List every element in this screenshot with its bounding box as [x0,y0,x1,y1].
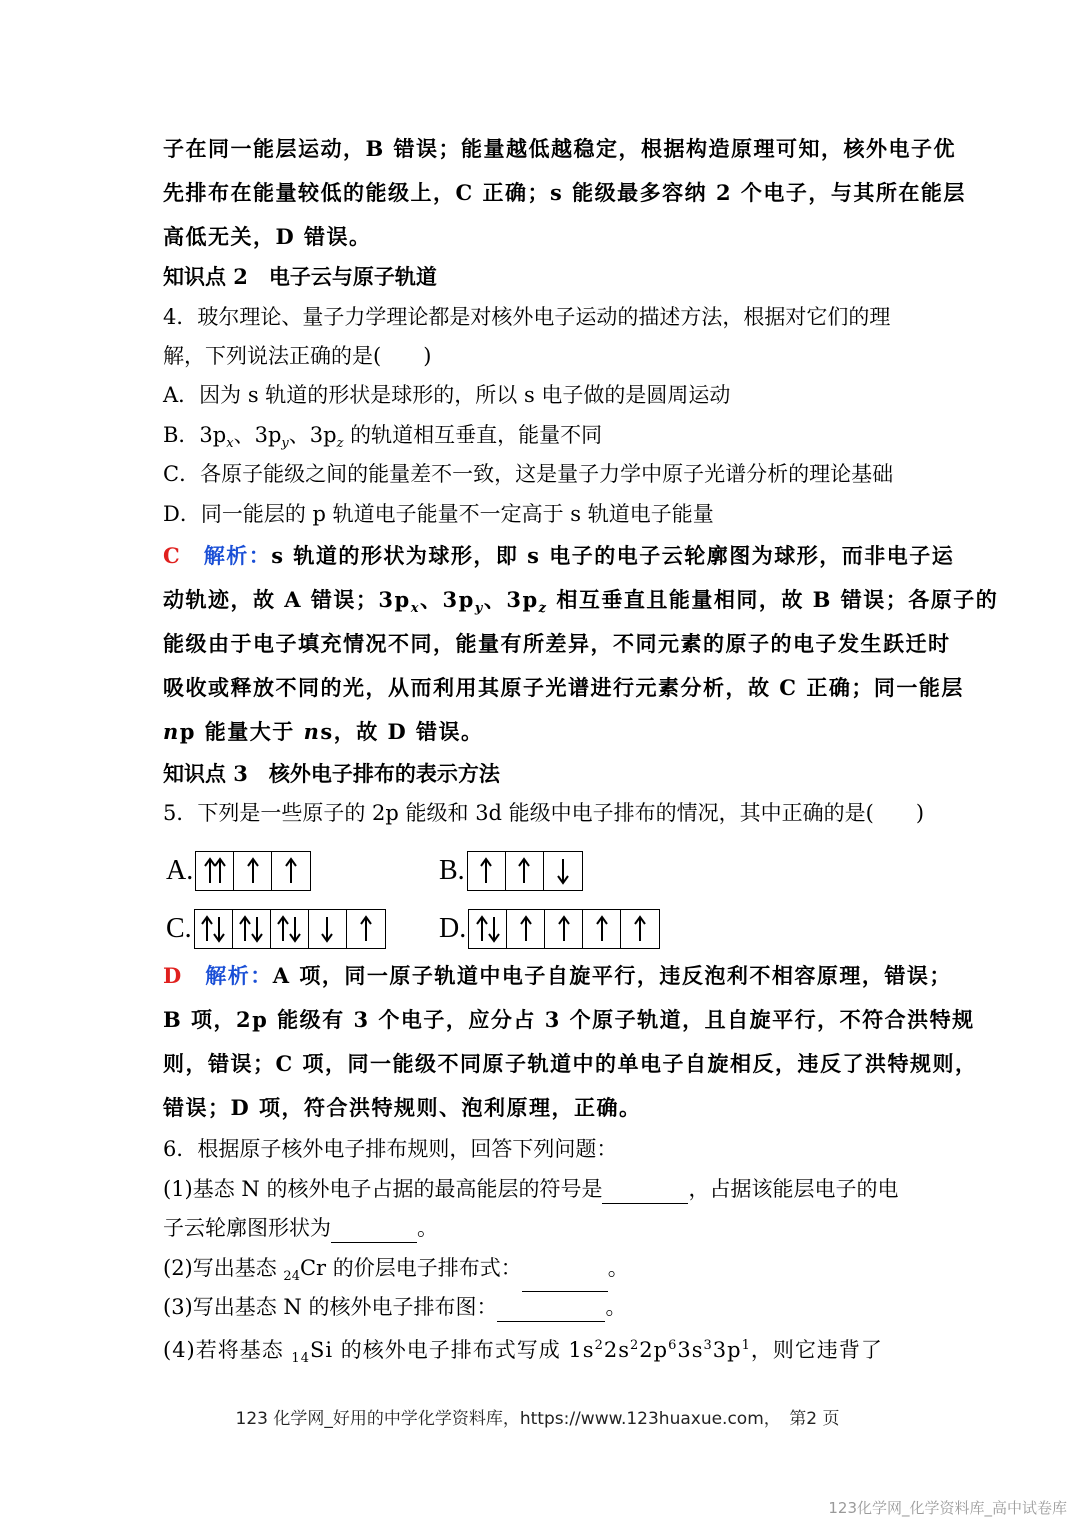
answer-blank[interactable] [497,1299,605,1322]
text: n [303,719,321,744]
up-arrow-icon [508,855,540,887]
text: Si 的核外电子排布式写成 1s [309,1338,595,1362]
question-stem: 5．下列是一些原子的 2p 能级和 3d 能级中电子排布的情况，其中正确的是( ) [163,801,925,825]
text: B．3p [163,423,227,447]
orbital-box [271,910,309,948]
answer-letter: D [163,963,183,988]
text: 子云轮廓图形状为 [163,1216,331,1240]
option-d: D．同一能层的 p 轨道电子能量不一定高于 s 轨道电子能量 [163,502,714,526]
orbital-box [196,852,234,890]
subquestion-1-cont [163,1213,915,1243]
up-arrow-icon [470,855,502,887]
text: 2p [639,1338,669,1362]
text: 、3p [233,423,282,447]
paired-arrows-icon [235,913,267,945]
text-line: 高低无关，D 错误。 [163,224,372,249]
up-arrow-icon [510,913,542,945]
text: ，则它违背了 [750,1338,883,1362]
paired-arrows-icon [197,913,229,945]
analysis-label: 解析： [203,543,272,568]
watermark-text: 123化学网_化学资料库_高中试卷库 [828,1499,1067,1517]
analysis-line [163,961,952,991]
orbital-box [583,910,621,948]
orbital-boxes [468,909,660,949]
text: x [226,436,234,452]
up-arrow-icon [548,913,580,945]
orbital-box [468,852,506,890]
text: (4)若将基态 [163,1338,292,1362]
subquestion-1 [163,1174,915,1204]
analysis-line: B 项，2p 能级有 3 个电子，应分占 3 个原子轨道，且自旋平行，不符合洪特规 [163,1007,975,1032]
option-a: A．因为 s 轨道的形状是球形的，所以 s 电子做的是圆周运动 [163,383,731,407]
analysis-line [163,541,955,571]
subquestion-3 [163,1292,915,1322]
text: 。 [605,1295,627,1319]
orbital-option-c [166,909,386,949]
text: (3)写出基态 N 的核外电子排布图： [163,1295,498,1319]
option-label: D. [439,913,467,944]
text: y [474,601,484,617]
option-b [163,420,915,459]
down-arrow-icon [547,855,579,887]
question-stem: 6．根据原子核外电子排布规则，回答下列问题： [163,1137,618,1161]
text: (1)基态 N 的核外电子占据的最高能层的符号是 [163,1177,603,1201]
text: n [163,719,180,744]
option-label: A. [166,855,194,886]
text-line: 先排布在能量较低的能级上，C 正确；s 能级最多容纳 2 个电子，与其所在能层 [163,180,966,205]
option-c: C．各原子能级之间的能量差不一致，这是量子力学中原子光谱分析的理论基础 [163,462,894,486]
orbital-option-b [439,851,583,891]
orbital-boxes [195,851,311,891]
orbital-box [544,852,582,890]
superscript: 6 [668,1338,678,1353]
orbital-box [234,852,272,890]
arrows-icon [199,855,231,887]
orbital-box [272,852,310,890]
subscript: 24 [283,1269,300,1285]
text: 、3p [419,587,475,612]
question-stem: 4．玻尔理论、量子力学理论都是对核外电子运动的描述方法，根据对它们的理 [163,305,891,329]
orbital-box [621,910,659,948]
up-arrow-icon [586,913,618,945]
orbital-option-d [439,909,660,949]
text: x [410,601,420,617]
superscript: 3 [703,1338,713,1353]
text: z [538,601,548,617]
subscript: 14 [291,1351,310,1367]
answer-blank[interactable] [331,1220,417,1243]
option-label: C. [166,913,192,944]
text: 3p [712,1338,742,1362]
text: 、3p [483,587,539,612]
up-arrow-icon [237,855,269,887]
text: p 能量大于 [179,719,304,744]
text: 、3p [288,423,337,447]
text: 。 [607,1256,629,1280]
question-stem: 解，下列说法正确的是( ) [163,344,432,368]
page-footer: 123 化学网_好用的中学化学资料库，https://www.123huaxue.com， 第2 页 [235,1409,840,1429]
analysis-label: 解析： [205,963,273,988]
analysis-line [163,585,999,624]
up-arrow-icon [275,855,307,887]
answer-blank[interactable] [602,1181,688,1204]
subquestion-4 [163,1331,915,1374]
orbital-box [545,910,583,948]
text: 的轨道相互垂直，能量不同 [343,423,603,447]
orbital-box [195,910,233,948]
text: A 项，同一原子轨道中电子自旋平行，违反泡利不相容原理，错误； [272,963,952,988]
answer-letter: C [163,543,182,568]
orbital-box [507,910,545,948]
text: 2s [603,1338,630,1362]
superscript: 2 [594,1338,604,1353]
text-line: 子在同一能层运动，B 错误；能量越低越稳定，根据构造原理可知，核外电子优 [163,136,957,161]
orbital-box [347,910,385,948]
analysis-line: 吸收或释放不同的光，从而利用其原子光谱进行元素分析，故 C 正确；同一能层 [163,675,964,700]
text: y [281,436,289,452]
text: s 轨道的形状为球形，即 s 电子的电子云轮廓图为球形，而非电子运 [271,543,955,568]
paired-arrows-icon [472,913,504,945]
text: 动轨迹，故 A 错误；3p [163,587,411,612]
analysis-line: 则，错误；C 项，同一能级不同原子轨道中的单电子自旋相反，违反了洪特规则， [163,1051,978,1076]
orbital-box [233,910,271,948]
text: ，占据该能层电子的电 [688,1177,899,1201]
up-arrow-icon [350,913,382,945]
paired-arrows-icon [273,913,305,945]
option-label: B. [439,855,465,886]
analysis-line: 错误；D 项，符合洪特规则、泡利原理，正确。 [163,1095,642,1120]
text: 相互垂直且能量相同，故 B 错误；各原子的 [547,587,999,612]
orbital-option-a [166,851,311,891]
text: 。 [417,1216,438,1240]
analysis-line: 能级由于电子填充情况不同，能量有所差异，不同元素的原子的电子发生跃迁时 [163,631,951,656]
subquestion-2 [163,1253,915,1292]
section-heading: 知识点 3 核外电子排布的表示方法 [163,761,500,786]
orbital-boxes [467,851,583,891]
orbital-box [469,910,507,948]
orbital-box [506,852,544,890]
orbital-box [309,910,347,948]
text: z [336,436,344,452]
analysis-line [163,717,915,747]
down-arrow-icon [311,913,343,945]
superscript: 2 [629,1338,640,1353]
superscript: 1 [741,1338,751,1353]
orbital-boxes [194,909,386,949]
section-heading: 知识点 2 电子云与原子轨道 [163,264,437,289]
text: s，故 D 错误。 [320,719,484,744]
answer-blank[interactable] [522,1269,608,1292]
text: 3s [677,1338,704,1362]
text: (2)写出基态 [163,1256,284,1280]
up-arrow-icon [624,913,656,945]
text: Cr 的价层电子排布式： [299,1256,522,1280]
